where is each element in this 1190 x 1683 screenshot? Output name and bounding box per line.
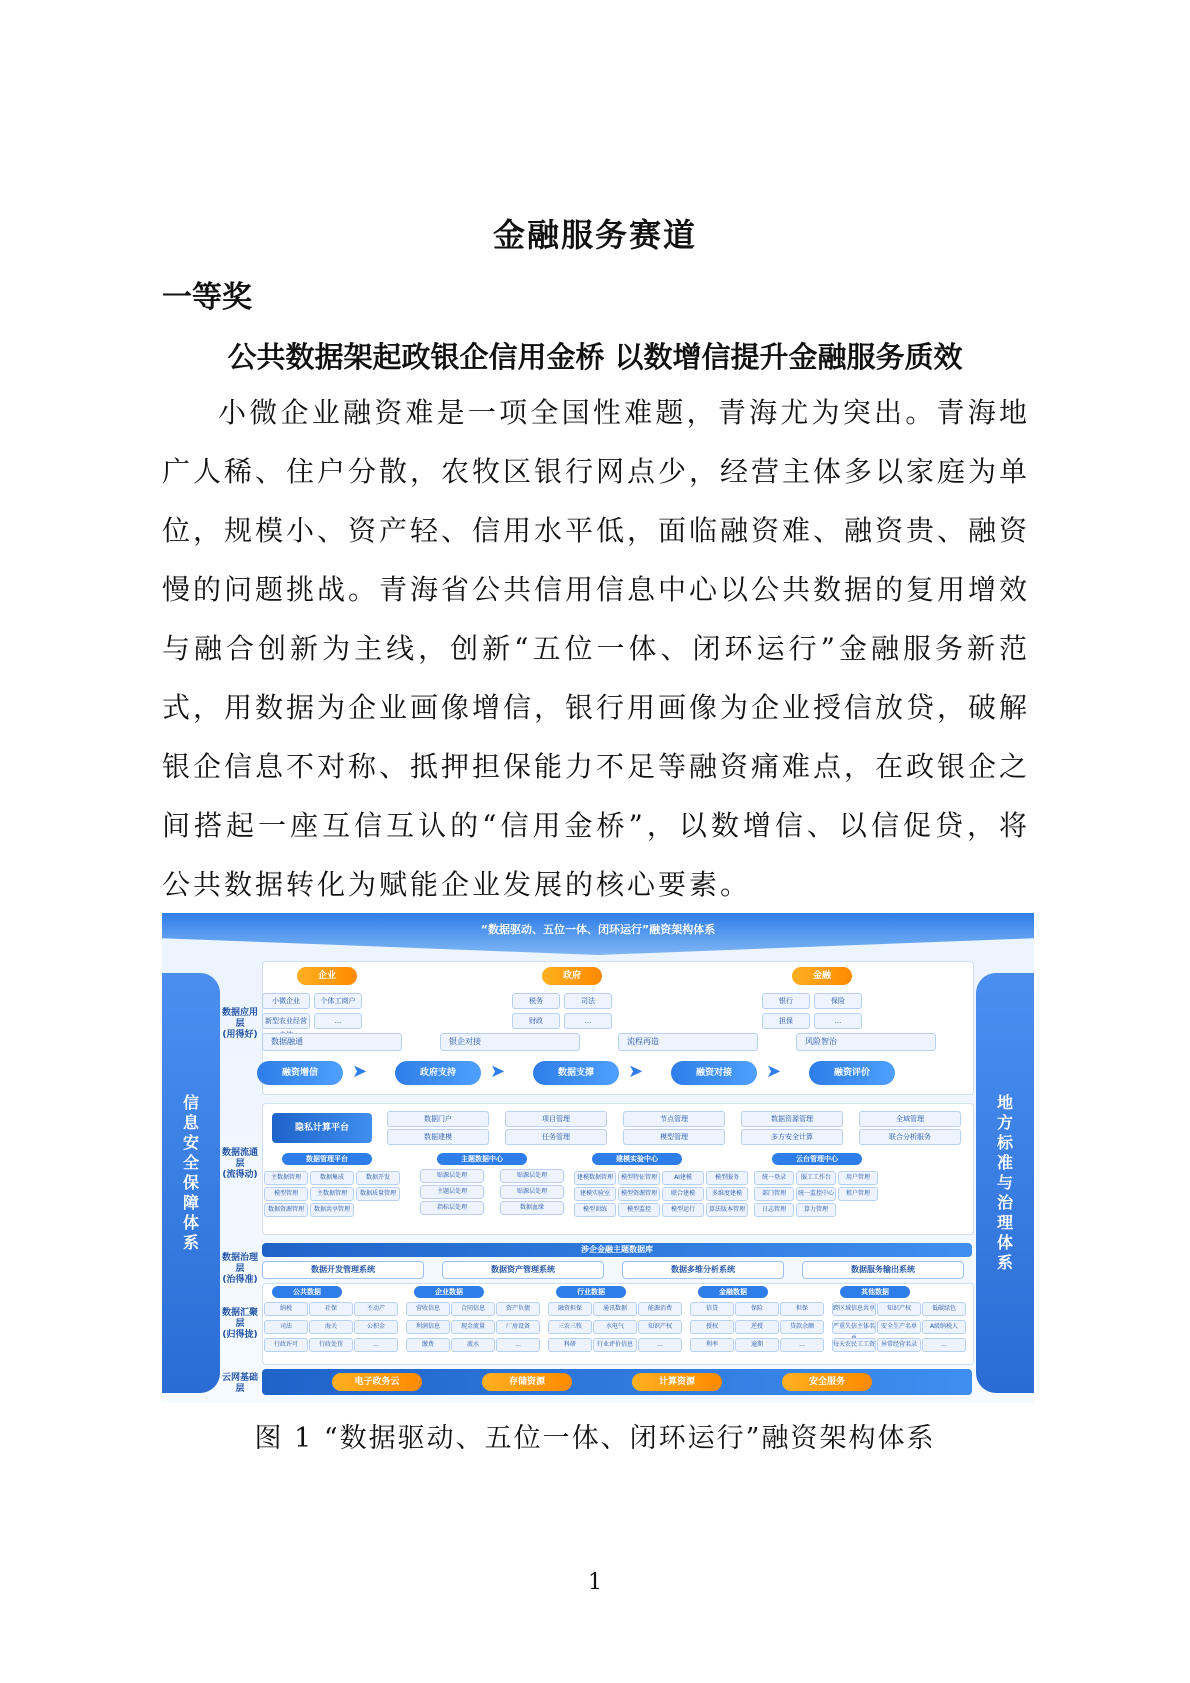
actor-item: 银行: [762, 993, 810, 1009]
collect-item: 行政处罚: [309, 1338, 353, 1352]
circ-item: 任务管理: [505, 1129, 607, 1145]
flow-arrow: ➤: [352, 1061, 368, 1082]
circ-left-item: 数据质量管理: [356, 1187, 400, 1201]
flow-step: 数据支撑: [533, 1061, 619, 1085]
circ-item: 多方安全计算: [741, 1129, 843, 1145]
right-side-band: [976, 973, 1034, 1393]
circ-right1-item: 算法版本管理: [706, 1203, 748, 1217]
collect-item: 资产负债: [496, 1302, 540, 1316]
collect-item: 每天农民工工资: [832, 1338, 876, 1352]
circ-item: 节点管理: [623, 1111, 725, 1127]
article-subtitle: 公共数据架起政银企信用金桥 以数增信提升金融服务质效: [227, 340, 963, 374]
actor-item: 保险: [814, 993, 862, 1009]
circ-right1-item: 建模实验室: [574, 1187, 616, 1201]
paragraph-1: 小微企业融资难是一项全国性难题，青海尤为突出。青海地广人稀、住户分散，农牧区银行网点少，经营主体多以家庭为单位，规模小、资产轻、信用水平低，面临融资难、融资贵、融资慢的问题挑战。青海省公共信用信息中心以公共数据的复用增效与融合创新为主线，创新“五位一体、闭环运行”金融服务新范式，用数据为企业画像增信，银行用画像为企业授信放贷，破解银企信息不对称、抵押担保能力不足等融资痛难点，在政银企之间搭起一座互信互认的“信用金桥”，以数增信、以信促贷，将公共数据转化为赋能企业发展的核心要素。: [162, 396, 1031, 901]
circ-right1-item: 模型训练: [574, 1203, 616, 1217]
collect-item: 缴费: [406, 1338, 450, 1352]
collect-item: 科研: [548, 1338, 592, 1352]
collect-item: 严重失信主体名: [832, 1320, 876, 1334]
collect-item: 知识产权: [638, 1320, 682, 1334]
collect-item: 利润信息: [406, 1320, 450, 1334]
gov-system: 数据资产管理系统: [442, 1261, 604, 1279]
scenario-item: 流程再造: [618, 1033, 758, 1051]
actor-item: 税务: [512, 993, 560, 1009]
collect-group: 其他数据: [840, 1286, 910, 1298]
collect-item: 水电气: [593, 1320, 637, 1334]
collect-item: ...: [922, 1338, 966, 1352]
award-heading: 一等奖: [162, 280, 252, 315]
collect-group: 企业数据: [414, 1286, 484, 1298]
circ-item: 项目管理: [505, 1111, 607, 1127]
circ-right2-item: 统一登录: [754, 1171, 794, 1185]
circ-right1-item: 模型运行: [662, 1203, 704, 1217]
circ-right1-item: 模型监控: [618, 1203, 660, 1217]
collect-item: 行政许可: [264, 1338, 308, 1352]
circ-left-item: 数据共享管理: [310, 1203, 354, 1217]
collect-item: 通讯数据: [593, 1302, 637, 1316]
flow-arrow: ➤: [766, 1061, 782, 1082]
actor-item: ...: [564, 1013, 612, 1029]
circ-item: 数据建模: [387, 1129, 489, 1145]
circ-item: 数据门户: [387, 1111, 489, 1127]
collect-item: 厂房设备: [496, 1320, 540, 1334]
collect-item: 能源消费: [638, 1302, 682, 1316]
right-side-text: 地 方 标 准 与 治 理 体 系: [996, 1093, 1013, 1272]
theme-database: 涉企金融主题数据库: [262, 1243, 972, 1257]
collect-item: 融资担保: [548, 1302, 592, 1316]
architecture-figure: [162, 913, 1034, 1403]
circ-right1-item: 模型服务: [706, 1171, 748, 1185]
infra-item: 电子政务云: [332, 1373, 422, 1391]
left-side-band: [162, 973, 220, 1393]
collect-item: 逆授: [735, 1320, 779, 1334]
flow-step: 政府支持: [395, 1061, 481, 1085]
circ-left-item: 数据集成: [310, 1171, 354, 1185]
circ-left-item: 主数据管理: [310, 1187, 354, 1201]
collect-item: 不动产: [354, 1302, 398, 1316]
gov-layer-label: 数据治理层 (治得准): [221, 1253, 258, 1285]
actor-item: 个体工商户: [314, 993, 362, 1009]
circ-right2-item: 日志管理: [754, 1203, 794, 1217]
collect-item: ...: [780, 1338, 824, 1352]
collect-group: 公共数据: [272, 1286, 342, 1298]
actor-item: 小微企业: [262, 993, 310, 1009]
circ-right2-item: 部门管理: [754, 1187, 794, 1201]
actor-item: ...: [314, 1013, 362, 1029]
collect-item: 司法: [264, 1320, 308, 1334]
circ-group: 数据管理平台: [282, 1153, 372, 1165]
infra-item: 安全服务: [782, 1373, 872, 1391]
collect-item: 三农三牧: [548, 1320, 592, 1334]
collect-item: 保险: [735, 1302, 779, 1316]
collect-item: ...: [638, 1338, 682, 1352]
document-title: 金融服务赛道: [492, 216, 697, 254]
actor-item: 担保: [762, 1013, 810, 1029]
circ-right1-item: 建模数据管理: [574, 1171, 616, 1185]
circ-item: 全域管理: [859, 1111, 961, 1127]
infra-layer-label: 云网基础层: [221, 1373, 258, 1394]
collect-item: 流水: [451, 1338, 495, 1352]
actor-item: 财政: [512, 1013, 560, 1029]
circ-item: 联合分析服务: [859, 1129, 961, 1145]
collect-item: 授权: [690, 1320, 734, 1334]
circ-right1-item: 模型资源管理: [618, 1187, 660, 1201]
flow-arrow: ➤: [490, 1061, 506, 1082]
circ-item: 模型管理: [623, 1129, 725, 1145]
collect-item: 利率: [690, 1338, 734, 1352]
circ-left-item: 数据开发: [356, 1171, 400, 1185]
scenario-item: 风险智治: [796, 1033, 936, 1051]
collect-item: 社保: [309, 1302, 353, 1316]
actor-item: 新型农业经营: [262, 1013, 310, 1029]
flow-step: 融资评价: [809, 1061, 895, 1085]
actor-item: 司法: [564, 993, 612, 1009]
infra-item: 存储资源: [482, 1373, 572, 1391]
circ-mid-item: 贴源层处理: [500, 1169, 564, 1183]
actor-item: ...: [814, 1013, 862, 1029]
collect-item: ...: [496, 1338, 540, 1352]
infra-item: 计算资源: [632, 1373, 722, 1391]
circ-right2-item: 用户管理: [838, 1171, 878, 1185]
circ-left-item: 主数据管理: [264, 1171, 308, 1185]
circ-mid-item: 贴源层处理: [500, 1185, 564, 1199]
gov-system: 数据开发管理系统: [262, 1261, 424, 1279]
collect-layer-label: 数据汇聚层 (归得拢): [221, 1308, 258, 1340]
circ-left-item: 数据资源管理: [264, 1203, 308, 1217]
flow-arrow: ➤: [628, 1061, 644, 1082]
collect-group: 行业数据: [556, 1286, 626, 1298]
collect-item: 公积金: [354, 1320, 398, 1334]
flow-step: 融资对接: [671, 1061, 757, 1085]
collect-item: 安全生产名单: [877, 1320, 921, 1334]
circ-right2-item: 算力管理: [796, 1203, 836, 1217]
circ-right2-item: 租户管理: [838, 1187, 878, 1201]
collect-item: 合同信息: [451, 1302, 495, 1316]
circ-group: 主题数据中心: [437, 1153, 527, 1165]
collect-group: 金融数据: [698, 1286, 768, 1298]
circ-layer-label: 数据流通层 (流得动): [221, 1148, 258, 1180]
collect-item: 纳税: [264, 1302, 308, 1316]
actor-enterprise: 企业: [297, 967, 357, 985]
actor-government: 政府: [542, 967, 602, 985]
circ-group: 云台管理中心: [772, 1153, 862, 1165]
collect-item: 逾期: [735, 1338, 779, 1352]
app-layer-label: 数据应用层 (用得好): [221, 1008, 258, 1040]
gov-system: 数据服务输出系统: [802, 1261, 964, 1279]
collect-item: 信贷: [690, 1302, 734, 1316]
circ-right1-item: 模型特征管理: [618, 1171, 660, 1185]
circ-right1-item: AI建模: [662, 1171, 704, 1185]
circ-mid-item: 指标层处理: [420, 1201, 484, 1215]
collect-item: 现金流量: [451, 1320, 495, 1334]
collect-item: 异常经营名录: [877, 1338, 921, 1352]
circ-right1-item: 多维度建模: [706, 1187, 748, 1201]
circ-group: 建模实验中心: [592, 1153, 682, 1165]
circ-item: 数据资源管理: [741, 1111, 843, 1127]
collect-item: A级纳税人: [922, 1320, 966, 1334]
figure-caption: 图 1 “数据驱动、五位一体、闭环运行”融资架构体系: [254, 1423, 936, 1454]
privacy-platform: 隐私计算平台: [272, 1113, 372, 1143]
circ-right1-item: 联合建模: [662, 1187, 704, 1201]
gov-system: 数据多维分析系统: [622, 1261, 784, 1279]
circ-mid-item: 主题层处理: [420, 1185, 484, 1199]
circ-mid-item: 贴源层处理: [420, 1169, 484, 1183]
collect-item: 知识产权: [877, 1302, 921, 1316]
collect-item: 低碳绿色: [922, 1302, 966, 1316]
left-side-text: 信 息 安 全 保 障 体 系: [182, 1093, 199, 1252]
actor-finance: 金融: [792, 967, 852, 985]
collect-item: 海关: [309, 1320, 353, 1334]
article-body: [162, 383, 1030, 914]
scenario-item: 数据融通: [262, 1033, 402, 1051]
collect-item: 贷款余额: [780, 1320, 824, 1334]
collect-item: ...: [354, 1338, 398, 1352]
scenario-item: 银企对接: [440, 1033, 580, 1051]
flow-step: 融资增信: [257, 1061, 343, 1085]
circ-right2-item: 统一监控中心: [796, 1187, 836, 1201]
figure-header: “数据驱动、五位一体、闭环运行”融资架构体系: [480, 923, 716, 936]
collect-item: 跨区域信息共享: [832, 1302, 876, 1316]
circ-right2-item: 服工工作台: [796, 1171, 836, 1185]
collect-item: 行业评价信息: [593, 1338, 637, 1352]
collect-item: 营收信息: [406, 1302, 450, 1316]
collect-item: 担保: [780, 1302, 824, 1316]
circ-mid-item: 数据血缘: [500, 1201, 564, 1215]
page-number: 1: [588, 1570, 602, 1595]
circ-left-item: 模型管理: [264, 1187, 308, 1201]
